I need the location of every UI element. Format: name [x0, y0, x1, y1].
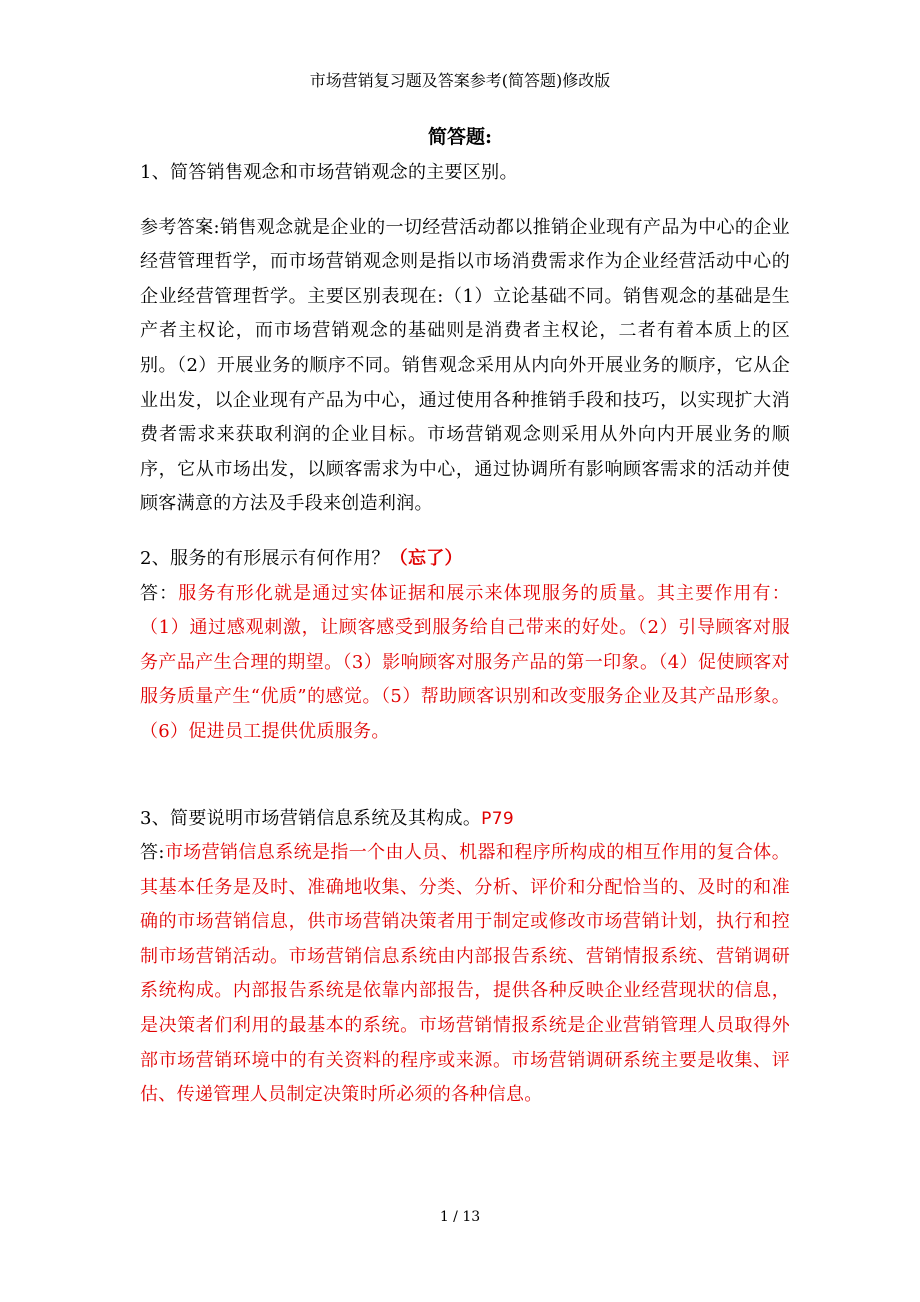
answer-1-label: 参考答案:: [140, 216, 220, 238]
answer-2-label: 答：: [140, 582, 179, 604]
document-header: 市场营销复习题及答案参考(简答题)修改版: [309, 71, 611, 90]
answer-3-label: 答:: [140, 842, 165, 864]
question-3-page-ref: P79: [481, 808, 514, 829]
answer-1: [140, 211, 790, 522]
question-2-note: （忘了）: [389, 547, 463, 569]
question-3: [140, 802, 790, 837]
question-2-text: 2、服务的有形展示有何作用？: [140, 547, 390, 569]
question-1: 1、简答销售观念和市场营销观念的主要区别。: [140, 162, 518, 183]
answer-3: [140, 836, 790, 1113]
answer-2: [140, 577, 790, 750]
page-number: 1 / 13: [439, 1209, 481, 1225]
question-3-text: 3、简要说明市场营销信息系统及其构成。: [140, 807, 482, 829]
answer-3-body: 市场营销信息系统是指一个由人员、机器和程序所构成的相互作用的复合体。其基本任务是及时、准确地收集、分类、分析、评价和分配恰当的、及时的和准确的市场营销信息，供市场营销决策者用于制定或修改市场营销计划，执行和控制市场营销活动。市场营销信息系统由内部报告系统、营销情报系统、营销调研系统构成。内部报告系统是依靠内部报告，提供各种反映企业经营现状的信息，是决策者们利用的最基本的系统。市场营销情报系统是企业营销管理人员取得外部市场营销环境中的有关资料的程序或来源。市场营销调研系统主要是收集、评估、传递管理人员制定决策时所必须的各种信息。: [140, 842, 790, 1106]
section-title: 简答题:: [427, 126, 492, 148]
document-body: [140, 156, 790, 1113]
answer-2-body: 服务有形化就是通过实体证据和展示来体现服务的质量。其主要作用有：（1）通过感观刺激，让顾客感受到服务给自己带来的好处。（2）引导顾客对服务产品产生合理的期望。（3）影响顾客对服务产品的第一印象。（4）促使顾客对服务质量产生“优质”的感觉。（5）帮助顾客识别和改变服务企业及其产品形象。（6）促进员工提供优质服务。: [140, 582, 790, 742]
answer-1-body: 销售观念就是企业的一切经营活动都以推销企业现有产品为中心的企业经营管理哲学，而市场营销观念则是指以市场消费需求作为企业经营活动中心的企业经营管理哲学。主要区别表现在:（1）立论基础不同。销售观念的基础是生产者主权论，而市场营销观念的基础则是消费者主权论，二者有着本质上的区别。（2）开展业务的顺序不同。销售观念采用从内向外开展业务的顺序，它从企业出发，以企业现有产品为中心，通过使用各种推销手段和技巧，以实现扩大消费者需求来获取利润的企业目标。市场营销观念则采用从外向内开展业务的顺序，它从市场出发，以顾客需求为中心，通过协调所有影响顾客需求的活动并使顾客满意的方法及手段来创造利润。: [140, 216, 791, 515]
question-2: [140, 542, 790, 577]
